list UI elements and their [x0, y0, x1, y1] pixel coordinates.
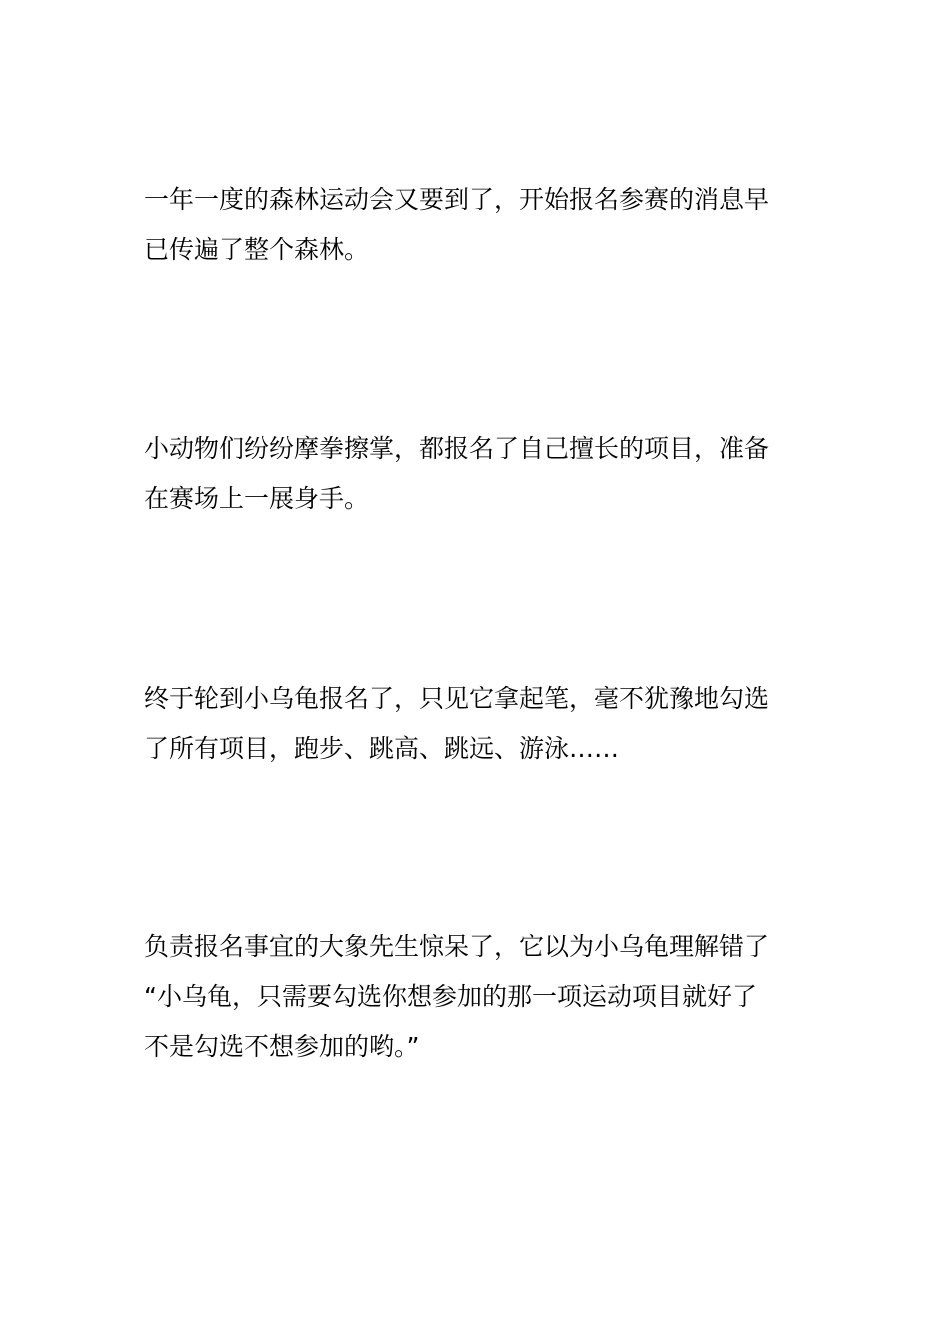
- paragraph-line: 终于轮到小乌龟报名了，只见它拿起笔，毫不犹豫地勾选: [144, 684, 770, 713]
- paragraph-line: 一年一度的森林运动会又要到了，开始报名参赛的消息早: [144, 185, 770, 214]
- paragraph-1: [144, 175, 810, 275]
- paragraph-line: 不是勾选不想参加的哟。”: [144, 1032, 420, 1061]
- paragraph-line: 小动物们纷纷摩拳擦掌，都报名了自己擅长的项目，准备: [144, 434, 770, 463]
- paragraph-line: 负责报名事宜的大象先生惊呆了，它以为小乌龟理解错了: [144, 932, 770, 961]
- paragraph-line: “小乌龟，只需要勾选你想参加的那一项运动项目就好了: [144, 982, 757, 1011]
- paragraph-3: [144, 674, 810, 774]
- paragraph-line: 了所有项目，跑步、跳高、跳远、游泳……: [144, 734, 620, 763]
- paragraph-4: [144, 922, 810, 1072]
- paragraph-line: 在赛场上一展身手。: [144, 484, 370, 513]
- paragraph-2: [144, 424, 810, 524]
- paragraph-line: 已传遍了整个森林。: [144, 235, 370, 264]
